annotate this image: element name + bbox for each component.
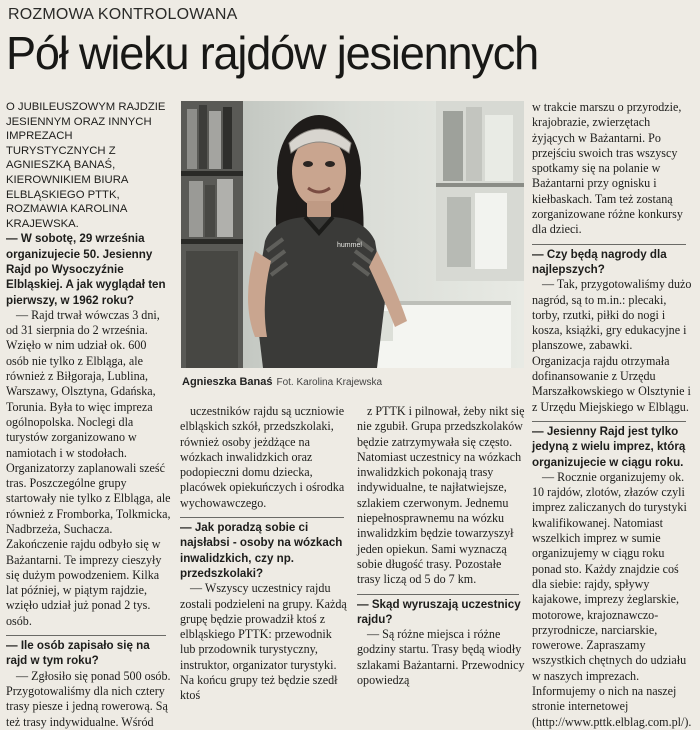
interview-answer: uczestników rajdu są uczniowie elbląskich szkół, przedszkolaki, również osoby jeżdżące na wózkach inwalidzkich oraz podopieczni domu dziecka, placówek opiekuńczych i ośrodka wychowawczego.	[180, 404, 345, 510]
portrait-illustration	[181, 101, 524, 368]
section-divider	[357, 594, 519, 595]
photo-caption	[182, 376, 382, 388]
interview-answer: — Są różne miejsca i różne godziny startu. Trasy będą wiodły szlakami Bażantarni. Przewodnicy opowiedzą	[357, 627, 525, 688]
section-divider	[532, 244, 686, 245]
column-1	[6, 100, 172, 730]
interview-answer-continued: w trakcie marszu o przyrodzie, krajobrazie, zwierzętach żyjących w Bażantarni. Po przejściu swoich tras wszyscy spotkamy się na polanie w Bażantarni przy ognisku i kiełbaskach. Tam też zostaną zorganizowane różne konkursy dla dzieci.	[532, 100, 683, 237]
section-divider	[6, 635, 166, 636]
portrait-photo	[181, 101, 524, 368]
interview-question: — Jak poradzą sobie ci najsłabsi - osoby na wózkach inwalidzkich, czy np. przedszkolaki?	[180, 521, 343, 580]
interview-question: — Czy będą nagrody dla najlepszych?	[532, 247, 667, 276]
column-4	[532, 100, 692, 730]
caption-name: Agnieszka Banaś	[182, 376, 273, 388]
interview-answer: — Wszyscy uczestnicy rajdu zostali podzieleni na grupy. Każdą grupę będzie prowadził ktoś z elbląskiego PTTK: przewodnik lub przodownik turystyczny, instruktor, organizator turystyki. Na końcu grupy też będzie szedł ktoś	[180, 581, 347, 703]
column-3	[357, 404, 525, 688]
interview-answer: — Rocznie organizujemy ok. 10 rajdów, zlotów, złazów czyli imprez zaliczanych do turystyki kwalifikowanej. Natomiast wszelkich imprez w sumie organizujemy w ciągu roku ponad sto. Każdy znajdzie coś dla siebie: rajdy, spływy kajakowe, imprezy żeglarskie, motorowe, krajoznawczo-przyrodnicze, narciarskie, rowerowe. Zapraszamy wszystkich chętnych do udziału w naszych imprezach. Informujemy o nich na naszej stronie internetowej (http://www.pttk.elblag.com.pl/).	[532, 469, 692, 729]
section-rubric: ROZMOWA KONTROLOWANA	[8, 6, 238, 23]
section-divider	[532, 421, 686, 422]
interview-answer: — Zgłosiło się ponad 500 osób. Przygotowaliśmy dla nich cztery trasy piesze i jedną rowerową. Są też trasy indywidualne. Wśród	[6, 668, 171, 729]
column-2	[180, 404, 350, 704]
shirt-logo: hummel	[337, 242, 362, 249]
section-divider	[180, 517, 344, 518]
interview-question: — Ile osób zapisało się na rajd w tym roku?	[6, 639, 150, 668]
article-headline: Pół wieku rajdów jesiennych	[6, 27, 539, 79]
interview-question: — Jesienny Rajd jest tylko jedyną z wielu imprez, którą organizujecie w ciągu roku.	[532, 424, 686, 469]
interview-question: — W sobotę, 29 września organizujecie 50. Jesienny Rajd po Wysoczyźnie Elbląskiej. A jak wyglądał ten pierwszy, w 1962 roku?	[6, 232, 166, 307]
interview-answer: — Tak, przygotowaliśmy dużo nagród, są to m.in.: plecaki, torby, rzutki, piłki do nogi i kosza, książki, gry edukacyjne i planszowe, zabawki. Organizacja rajdu otrzymała dofinansowanie z Urzędu Marszałkowskiego w Olsztynie i z Urzędu Miejskiego w Elblągu.	[532, 277, 692, 414]
interview-answer: — Rajd trwał wówczas 3 dni, od 31 sierpnia do 2 września. Wzięło w nim udział ok. 600 osób nie tylko z Elbląga, ale również z Biłgoraja, Lublina, Warszawy, Olsztyna, Gdańska, Torunia. Była to więc impreza ogólnopolska. Noclegi dla turystów zorganizowano w namiotach i w stodołach. Organizatorzy zaplanowali sześć tras. Poszczególne grupy startowały nie tylko z Elbląga, ale również z Fromborka, Tolkmicka, Nadbrzeża, Suchacza. Zakończenie rajdu odbyło się w Bażantarni. Te imprezy cieszyły się dużym powodzeniem. Kilka lat później, w piątym rajdzie, wzięło udział już ponad 2 tys. osób.	[6, 307, 171, 628]
article-lead: O JUBILEUSZOWYM RAJDZIE JESIENNYM ORAZ INNYCH IMPREZACH TURYSTYCZNYCH Z AGNIESZKĄ BANAŚ, KIEROWNIKIEM BIURA ELBLĄSKIEGO PTTK, ROZMAWIA KAROLINA KRAJEWSKA.	[6, 101, 166, 230]
caption-credit: Fot. Karolina Krajewska	[276, 377, 383, 388]
interview-answer: z PTTK i pilnował, żeby nikt się nie zgubił. Grupa przedszkolaków będzie zatrzymywała się często. Natomiast uczestnicy na wózkach inwalidzkich pokonają trasy indywidualne, te najłatwiejsze, szlakiem czerwonym. Jednemu niepełnosprawnemu na wózku inwalidzkim będzie towarzyszył jeden opiekun. Sami wyznaczą sobie długość trasy. Pozostałe trasy liczą od 5 do 7 km.	[357, 404, 525, 587]
interview-question: — Skąd wyruszają uczestnicy rajdu?	[357, 597, 521, 626]
